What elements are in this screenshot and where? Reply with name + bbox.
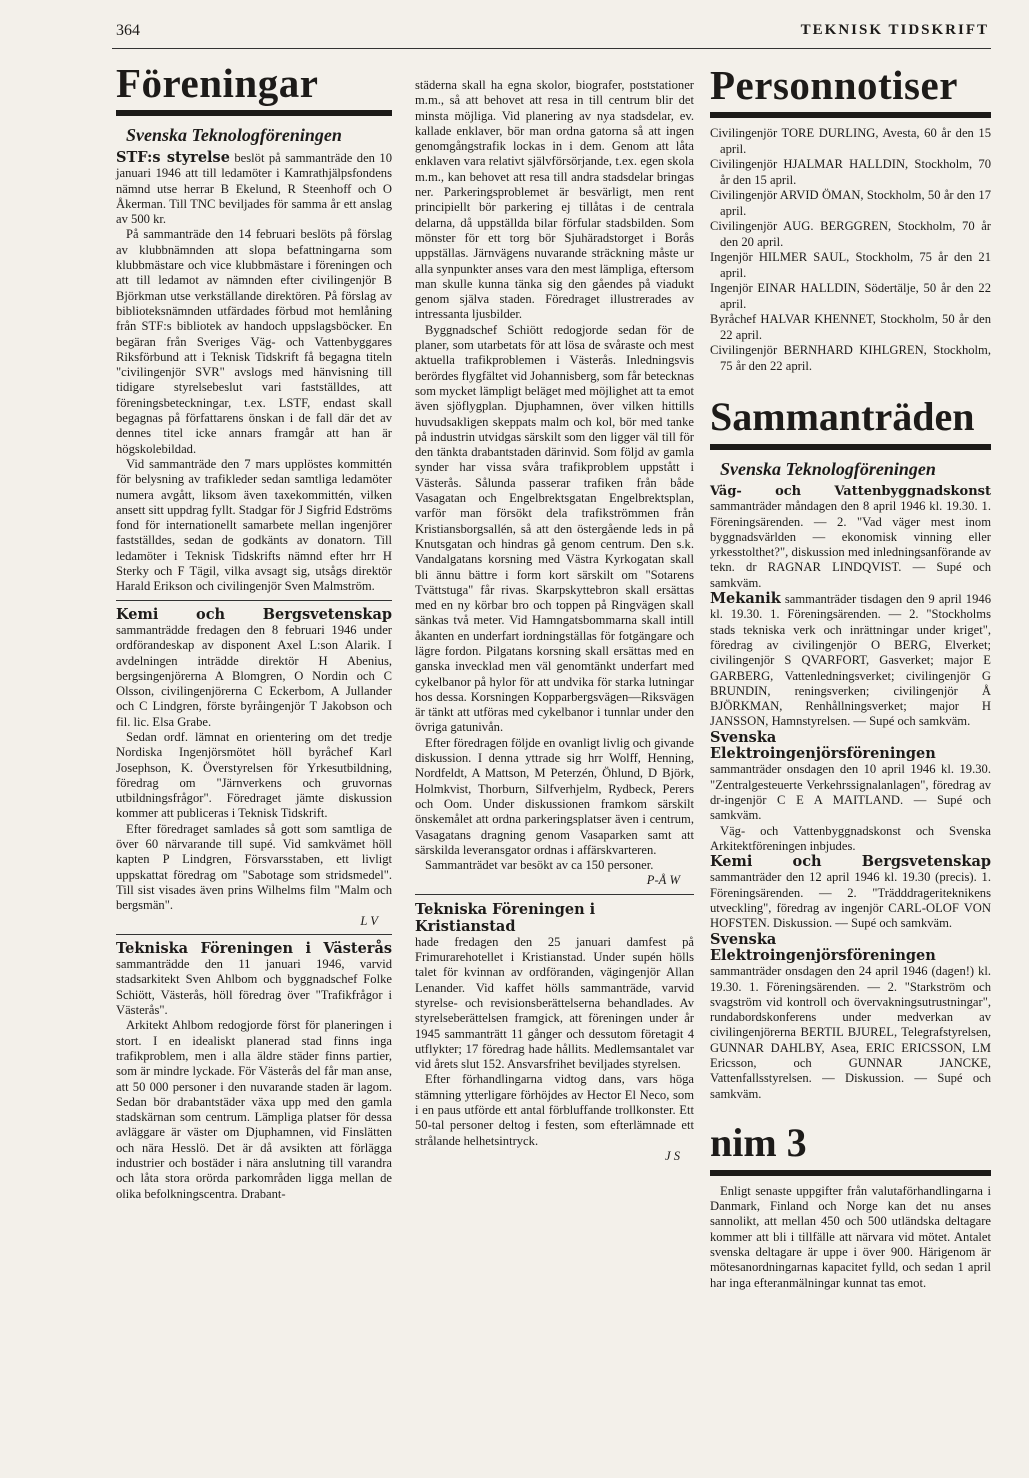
lead-kemi: Kemi och Bergsvetenskap <box>710 853 991 871</box>
lead-elektro: Svenska Elektroingenjörsföreningen <box>710 930 936 964</box>
text-kristianstad: hade fredagen den 25 januari damfest på Frimurarehotellet i Kristianstad. Under supén hölls talet för kvinnan av ordföranden, vägingenjör Allan Lenander. Vid kaffet hölls sammanträde, varvid styrelse- och revisionsberättelserna behandlades. Av styrelseberättelsen framgick, att föreningen under år 1945 sammanträtt 11 gånger och dessutom företagit 4 utflykter; 17 föredrag hade hållits. Medlemsantalet var vid årets slut 152. Ansvarsfrihet beviljades styrelsen. <box>415 934 694 1072</box>
person-item: Civilingenjör ARVID ÖMAN, Stockholm, 50 år den 17 april. <box>710 188 991 218</box>
column-1 <box>116 60 392 1202</box>
section-title-sammantraden: Sammanträden <box>710 394 975 439</box>
lead-stf-styrelse: STF:s styrelse <box>116 149 230 166</box>
divider <box>415 894 694 895</box>
paragraph: Efter föredraget samlades så gott som samtliga de över 60 närvarande till supé. Vid samkvämet höll kapten P Lindgren, Försvarsstaben, ett livligt uppskattat föredrag om "Sabotage som stridsmedel". Till sist visades även prins Wilhelms film "Malm och bergsmän". <box>116 821 392 913</box>
text: sammanträder onsdagen den 10 april 1946 kl. 19.30. "Zentralgesteuerte Verkehrssignalanlagen", föredrag av dr-ingenjör C E A MAITLAND. — Supé och samkväm. <box>710 762 991 823</box>
lead-vasteras: Tekniska Föreningen i Västerås <box>116 939 392 957</box>
paragraph: Väg- och Vattenbyggnadskonst och Svenska Arkitektföreningen inbjudes. <box>710 823 991 853</box>
signature: L V <box>360 913 378 928</box>
meeting-vag-vatten <box>710 484 991 591</box>
paragraph: Efter förhandlingarna vidtog dans, vars höga stämning ytterligare förhöjdes av Hector El Neco, som i en paus utförde ett antal förbluffande trollkonster. Ett 50-tal personer deltog i festen, som efterlämnade ett strålande helhetsintryck. <box>415 1072 694 1148</box>
journal-title: TEKNISK TIDSKRIFT <box>800 22 989 38</box>
person-item: Civilingenjör TORE DURLING, Avesta, 60 år den 15 april. <box>710 126 991 156</box>
title-rule <box>710 444 991 450</box>
paragraph: Sedan ordf. lämnat en orientering om det tredje Nordiska Ingenjörsmötet höll byråchef Karl Josephson, K. Överstyrelsen för Yrkesutbildning, föredrag om "Järnverkens och gruvornas utbildningsfrågor". Föredraget jämte diskussion kommer att publiceras i Teknisk Tidskrift. <box>116 729 392 821</box>
text: sammanträder tisdagen den 9 april 1946 kl. 19.30. 1. Föreningsärenden. — 2. "Stockholms stads tekniska verk och inrättningar under kriget", föredrag av civilingenjör O BERG, Elverket; civilingenjör S QVARFORT, Gasverket; major E GARBERG, Vattenledningsverket; civilingenjör G BRUNDIN, reningsverken; civilingenjör Å BJÖRKMAN, Renhållningsverket; major H JANSSON, Hamnstyrelsen. — Supé och samkväm. <box>710 592 991 729</box>
person-item: Ingenjör HILMER SAUL, Stockholm, 75 år den 21 april. <box>710 250 991 280</box>
paragraph: Arkitekt Ahlbom redogjorde först för planeringen i stort. I en idealiskt planerad stad finns inga trafikproblem, men i alla äldre städer finns partier, som är mindre lyckade. För Västerås del får man anse, att 50 000 personer i den nuvarande staden är lagom. Sedan bör drabantstäder växa upp med den gamla stadskärnan som centrum. Lämpliga platser för dessa avläggare är väster om Djuphamnen, vid Finslätten och nära Hesslö. Det är då avsikten att förlägga industrier och bostäder i nära anslutning till varandra och låta stora orörda parkområden ligga mellan de olika befolkningscentra. Drabant- <box>116 1018 392 1201</box>
lead-kemi: Kemi och Bergsvetenskap <box>116 605 392 623</box>
paragraph: Vid sammanträde den 7 mars upplöstes kommittén för belysning av trafikleder sedan samtliga ledamöter numera avgått, liksom även taxekommittén, vilken ansett sitt uppdrag fyllt. Stadgar för J Sigfrid Edströms fond för internationellt samarbete mellan ingenjörer fastställdes, sedan de godkänts av donatorn. Till ledamöter i Teknisk Tidskrifts nämnd efter hrr H Sterky och F Tägil, vilka avsagt sig, utsågs direktör Harald Erikson och civilingenjör Sven Malmström. <box>116 456 392 594</box>
text-stf-styrelse: beslöt på sammanträde den 10 januari 1946 att till ledamöter i Kamrathjälpsfondens nämnd utse herrar B Ekelund, R Steenhoff och O Åkerman. Till TNC beviljades för samma år ett anslag av 500 kr. <box>116 151 392 227</box>
text: sammanträder den 12 april 1946 kl. 19.30 (precis). 1. Föreningsärenden. — 2. "Trädddrageriteknikens utveckling", föredrag av ingenjör CARL-OLOF VON HOFSTEN. Diskussion. — Supé och samkväm. <box>710 870 991 931</box>
page-header <box>116 22 989 44</box>
divider <box>116 934 392 935</box>
meeting-elektro-2 <box>710 932 991 1102</box>
paragraph: städerna skall ha egna skolor, biografer, poststationer m.m., så att behovet att resa in till centrum blir det minsta möjliga. Vid planering av nya stadsdelar, ev. kallade enklaver, bör man ordna gatorna så att ingen genomgångstrafik lockas in i dem. Genom att låta enklaven vara relativt självförsörjande, t.ex. egen skola m.m., kan behovet att resa till andra stadsdelar bringas ner. Parkeringsproblemet är besvärligt, men rent principiellt bör parkering ej tillåtas i de centrala delarna, då uppställda bilar förfular stadsbilden. Som mönster för ett torg bör Sjuhäradstorget i Borås uppställas. Järnvägens nuvarande sträckning måste ur alla synpunkter anses vara den mest lämpliga, eftersom man skulle kunna tänka sig den gåendes på viadukt genom själva staden. Föredraget illustrerades av intressanta ljusbilder. <box>415 78 694 322</box>
subheading-teknologforeningen-2: Svenska Teknologföreningen <box>720 459 936 479</box>
title-rule <box>710 1170 991 1176</box>
article-stf-styrelse <box>116 150 392 227</box>
meeting-kemi <box>710 854 991 931</box>
paragraph: På sammanträde den 14 februari beslöts på förslag av klubbnämnden att slopa befattningarna som klubbmästare och vice klubbmästare i föreningen och att till ledamot av nämnden efter civilingenjör B Björkman utse verkställande direktören. På förslag av biblioteksnämnden utfärdades förbud mot hemlåning från STF:s bibliotek av handoch uppslagsböcker. En begäran från Sveriges Väg- och Vattenbyggares Riksförbund att i Teknisk Tidskrift få begagna titeln "civilingenjör SVR" avslogs med hänvisning till tidigare styrelsebeslut vari fastställdes, att föreningsbeteckningar, t.ex. LSTF, endast skall begagnas på författarens önskan i de fall där det av dennes titel icke annars framgår att han är högskolebildad. <box>116 227 392 456</box>
divider <box>116 600 392 601</box>
text-kemi: sammanträdde fredagen den 8 februari 1946 under ordförandeskap av disponent Axel L:son Alarik. I avdelningen inträdde direktör H Abenius, bergsingenjörerna A Blomgren, O Nordin och C Olsson, civilingenjörerna C Eckerbom, A Jullander och C Lindgren, förste byråingenjör T Jakobson och fil. lic. Elsa Grabe. <box>116 622 392 729</box>
lead-elektro: Svenska Elektroingenjörsföreningen <box>710 728 936 763</box>
lead-kristianstad: Tekniska Föreningen i Kristianstad <box>415 900 596 935</box>
page-number: 364 <box>116 22 140 39</box>
paragraph <box>415 858 694 873</box>
title-rule <box>710 112 991 118</box>
person-item: Ingenjör EINAR HALLDIN, Södertälje, 50 år den 22 april. <box>710 281 991 311</box>
article-vasteras <box>116 941 392 1018</box>
text-vasteras: sammanträdde den 11 januari 1946, varvid stadsarkitekt Sven Ahlbom och byggnadschef Folke Schiött, Västerås, höll föredrag över "Trafikfrågor i Västerås". <box>116 957 392 1018</box>
lead-mekanik: Mekanik <box>710 590 781 608</box>
column-3 <box>710 62 991 1291</box>
text: sammanträder måndagen den 8 april 1946 kl. 19.30. 1. Föreningsärenden. — 2. "Vad väger mest inom byggnadsvärlden — ekonomisk vinning eller yrkesstolthet?", diskussion med inledningsanförande av tekn. dr RAGNAR LINDQVIST. — Supé och samkväm. <box>710 499 991 590</box>
section-title-foreningar: Föreningar <box>116 60 319 106</box>
column-2 <box>415 78 694 1164</box>
meeting-mekanik <box>710 591 991 730</box>
article-kemi <box>116 607 392 730</box>
lead-vag-vatten: Väg- och Vattenbyggnadskonst <box>710 484 991 499</box>
section-title-personnotiser: Personnotiser <box>710 62 958 108</box>
paragraph: Byggnadschef Schiött redogjorde sedan för de planer, som utarbetats för att lösa de svåraste och mest aktuella trafikproblemen i Västerås. Inledningsvis berördes flygfältet vid Johannisberg, som får betecknas som mycket lämpligt beläget med möjlighet att ta emot även sjöflygplan. Djuphamnen, över vilken hittills huvudsakligen skeppats malm och kol, bör med tanke på industrin utvidgas särskilt som den ligger väl till för den tänkta drabantstaden därinvid. Som följd av gamla synder har vissa svåra trafikproblem uppstått i Västerås. Sålunda passerar trafiken från både Vasagatan och Engelbrektsgatan Engelbrektsplan, varför man försökt dela trafikströmmen från Kristiansborgsallén, så att den östergående leds in på Knutsgatan och hindras gå genom centrum. Den s.k. Vandalgatans korsning med Västra Kyrkogatan skall bli ännu bättre i form kort särskilt om "Sotarens Tvättstuga" får rivas. Skarpskyttebron skall ersättas med en ny körbar bro och toppen på Ringvägen skall sänkas två meter. Vid Hamngatsbommarna skall intill åkanten en underfart iordningställas för fotgängare och lägre fordon. Pilgatans korsning skall ersättas med en ganska invecklad men väl genomtänkt underfart med cykelbanor på hylor för att undvika för starka lutningar hos dessa. Korsningen Kopparbergsvägen—Riksvägen är tänkt att utföras med cykelbanor i tunnlar under den övriga gatunivån. <box>415 322 694 735</box>
signature: P-Å W <box>646 873 680 888</box>
title-rule <box>116 110 392 116</box>
header-rule <box>112 48 991 49</box>
person-item: Byråchef HALVAR KHENNET, Stockholm, 50 år den 22 april. <box>710 312 991 342</box>
person-list <box>710 126 991 374</box>
text: sammanträder onsdagen den 24 april 1946 (dagen!) kl. 19.30. 1. Föreningsärenden. — 2. "Starkström och svagström vid kontroll och övervakningsutrustningar", rundabordskonferens under medverkan av civilingenjörerna BERTIL BJUREL, Telegrafstyrelsen, GUNNAR DAHLBY, Asea, ERIC ERICSSON, LM Ericsson, och GUNNAR JANCKE, Vattenfallsstyrelsen. — Diskussion. — Supé och samkväm. <box>710 964 991 1101</box>
signature: J S <box>664 1148 680 1163</box>
section-title-nim3: nim 3 <box>710 1119 807 1165</box>
paragraph-nim: Enligt senaste uppgifter från valutaförhandlingarna i Danmark, Finland och Norge kan det nu anses sannolikt, att mellan 450 och 500 utländska deltagare kommer att bli i tillfälle att närvara vid mötet. Antalet svenska deltagare är uppe i över 900. Härigenom är mötesanordningarnas kapacitet fylld, och sedan 1 april har inga efteranmälningar kunnat tas emot. <box>710 1183 991 1290</box>
subheading-teknologforeningen: Svenska Teknologföreningen <box>126 125 342 145</box>
meeting-elektro-1 <box>710 730 991 824</box>
person-item: Civilingenjör HJALMAR HALLDIN, Stockholm, 70 år den 15 april. <box>710 157 991 187</box>
person-item: Civilingenjör BERNHARD KIHLGREN, Stockholm, 75 år den 22 april. <box>710 343 991 373</box>
text: Sammanträdet var besökt av ca 150 personer. <box>425 858 654 873</box>
person-item: Civilingenjör AUG. BERGGREN, Stockholm, 70 år den 20 april. <box>710 219 991 249</box>
paragraph: Efter föredragen följde en ovanligt livlig och givande diskussion. I denna yttrade sig hrr Wolff, Henning, Nordfeldt, A Mattson, M Peterzén, Öhlund, D Björk, Holmkvist, Thorburn, Silfverhjelm, Rydbeck, Perers och Oom. Under diskussionen framkom särskilt önskemålet att ordna parkeringsplatser även i centrum, Vasagatans dragning genom Vasaparken samt att särskilda leveransgator ordnas i affärskvarteren. <box>415 735 694 857</box>
